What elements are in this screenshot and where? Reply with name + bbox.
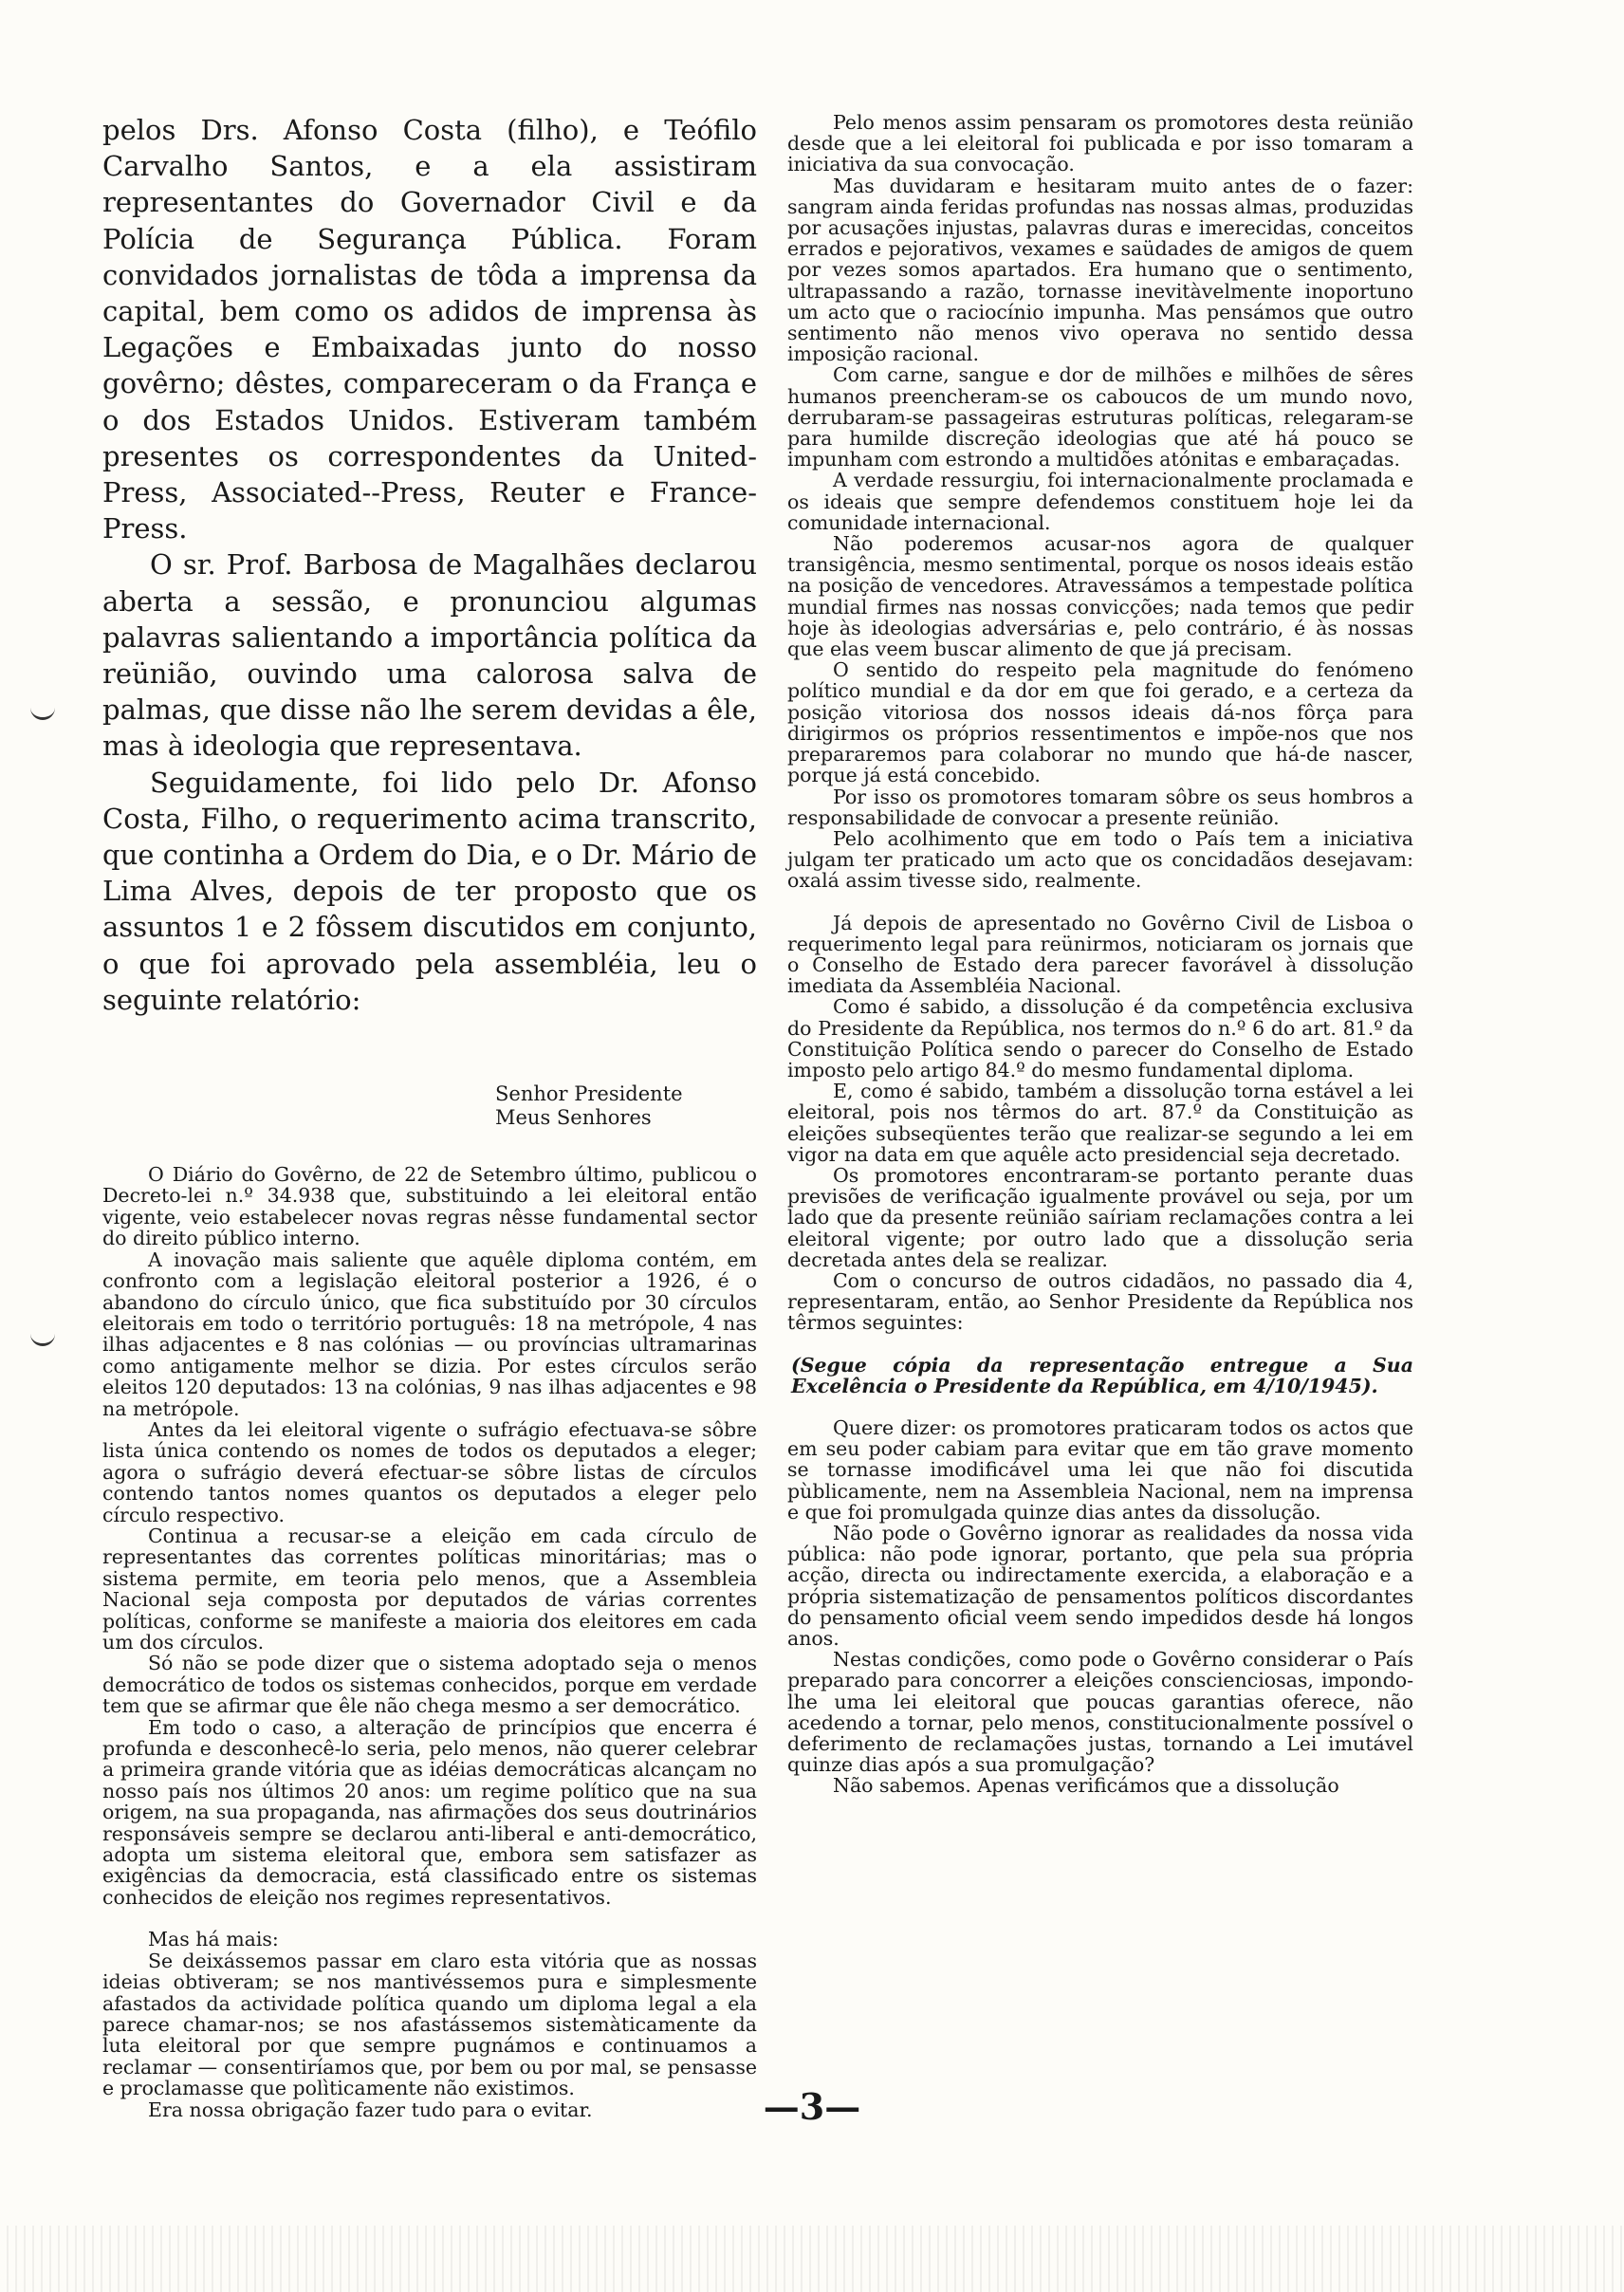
report-paragraph: Mas duvidaram e hesitaram muito antes de o fazer: sangram ainda feridas profundas nas nossas almas, produzidas por acusações injustas, palavras duras e imerecidas, conceitos errados e pejorativos, vexames e saüdades de amigos de quem por vezes somos apartados. Era humano que o sentimento, ultrapassando a razão, tornasse inevitàvelmente inoportuno um acto que o raciocínio impunha. Mas pensámos que outro sentimento não menos vivo operava no sentido dessa imposição racional. <box>787 174 1413 366</box>
report-paragraph: Com o concurso de outros cidadãos, no passado dia 4, representaram, então, ao Senhor Presidente da República nos têrmos seguintes: <box>787 1268 1413 1335</box>
report-paragraph: Pelo menos assim pensaram os promotores desta reünião desde que a lei eleitoral foi publicada e por isso tomaram a iniciativa da sua convocação. <box>787 111 1413 176</box>
representation-note: (Segue cópia da representação entregue a Sua Excelência o Presidente da República, em 4/10/1945). <box>791 1353 1413 1397</box>
report-paragraph: Em todo o caso, a alteração de princípios que encerra é profunda e desconhecê-lo seria, pelo menos, não querer celebrar a primeira grande vitória que as idéias democráticas alcançam no nosso país nos últimos 20 anos: um regime político que na sua origem, na sua propaganda, nas afirmações dos seus doutrinários responsáveis sempre se declarou anti-liberal e anti-democrático, adopta um sistema eleitoral que, embora sem satisfazer as exigências da democracia, está classificado entre os sistemas conhecidos de eleição nos regimes representativos. <box>102 1715 757 1909</box>
binding-hole-mark <box>30 1328 55 1346</box>
report-paragraph: Como é sabido, a dissolução é da competência exclusiva do Presidente da República, nos termos do n.º 6 do art. 81.º da Constituição Política sendo o parecer do Conselho de Estado imposto pelo artigo 84.º do mesmo fundamental diploma. <box>787 995 1413 1081</box>
binding-hole-mark <box>30 702 55 720</box>
report-body <box>102 1164 757 2120</box>
page-number: —3— <box>763 2085 861 2128</box>
lead-paragraph: O sr. Prof. Barbosa de Magalhães declarou aberta a sessão, e pronunciou algumas palavras salientando a importância política da reünião, ouvindo uma calorosa salva de palmas, que disse não lhe serem devidas a êle, mas à ideologia que representava. <box>102 548 757 763</box>
lead-paragraph: Seguidamente, foi lido pelo Dr. Afonso Costa, Filho, o requerimento acima transcrito, que continha a Ordem do Dia, e o Dr. Mário de Lima Alves, depois de ter proposto que os assuntos 1 e 2 fôssem discutidos em conjunto, o que foi aprovado pela assembléia, leu o seguinte relatório: <box>102 766 757 1016</box>
right-column <box>787 112 1413 1797</box>
report-paragraph: Não pode o Govêrno ignorar as realidades da nossa vida pública: não pode ignorar, portanto, que pela sua própria acção, directa ou indirectamente exercida, a elaboração e a própria sistematização de pensamentos políticos discordantes do pensamento oficial veem sendo impedidos desde há longos anos. <box>787 1522 1413 1651</box>
left-column <box>102 112 757 2120</box>
report-paragraph: Não poderemos acusar-nos agora de qualquer transigência, mesmo sentimental, porque os nosos ideais estão na posição de vencedores. Atravessámos a tempestade política mundial firmes nas nossas convicções; nada temos que pedir hoje às ideologias adversárias e, pelo contrário, é às nossas que elas veem buscar alimento de que já precisam. <box>787 532 1413 661</box>
lead-text <box>102 112 757 1018</box>
report-paragraph: A verdade ressurgiu, foi internacionalmente proclamada e os ideais que sempre defendemos constituem hoje lei da comunidade internacional. <box>787 469 1413 534</box>
report-paragraph: Continua a recusar-se a eleição em cada círculo de representantes das correntes políticas minoritárias; mas o sistema permite, em teoria pelo menos, que a Assembleia Nacional seja composta por deputados de várias correntes políticas, conforme se manifeste a maioria dos eleitores em cada um dos círculos. <box>102 1524 757 1654</box>
lead-paragraph: pelos Drs. Afonso Costa (filho), e Teófilo Carvalho Santos, e a ela assistiram representantes do Governador Civil e da Polícia de Segurança Pública. Foram convidados jornalistas de tôda a imprensa da capital, bem como os adidos de imprensa às Legações e Embaixadas junto do nosso govêrno; dêstes, compareceram o da França e o dos Estados Unidos. Estiveram também presentes os correspondentes da United-Press, Associated--Press, Reuter e France-Press. <box>102 114 757 545</box>
report-paragraph: Antes da lei eleitoral vigente o sufrágio efectuava-se sôbre lista única contendo os nomes de todos os deputados a eleger; agora o sufrágio deverá efectuar-se sôbre listas de círculos contendo tantos nomes quantos os deputados a eleger pelo círculo respectivo. <box>102 1417 757 1526</box>
report-paragraph: Se deixássemos passar em claro esta vitória que as nossas ideias obtiveram; se nos mantivéssemos pura e simplesmente afastados da actividade política quando um diploma legal a ela parece chamar-nos; se nos afastássemos sistemàticamente da luta eleitoral por que sempre pugnámos e continuamos a reclamar — consentiríamos que, por bem ou por mal, se pensasse e proclamasse que polìticamente não existimos. <box>102 1949 757 2100</box>
salutation-line: Meus Senhores <box>495 1106 652 1130</box>
report-paragraph: Nestas condições, como pode o Govêrno considerar o País preparado para concorrer a eleições conscienciosas, impondo-lhe uma lei eleitoral que poucas garantias oferece, não acedendo a tornar, pelo menos, constitucionalmente possível o deferimento de reclamações justas, tornando a Lei imutável quinze dias após a sua promulgação? <box>787 1648 1413 1777</box>
scan-edge-noise <box>0 2226 1624 2292</box>
report-paragraph: Não sabemos. Apenas verificámos que a dissolução <box>833 1774 1339 1798</box>
report-paragraph: O Diário do Govêrno, de 22 de Setembro último, publicou o Decreto-lei n.º 34.938 que, substituindo a lei eleitoral então vigente, veio estabelecer novas regras nêsse fundamental sector do direito público interno. <box>102 1163 757 1250</box>
report-paragraph: Com carne, sangue e dor de milhões e milhões de sêres humanos preencheram-se os caboucos de um mundo novo, derrubaram-se passageiras estruturas políticas, relegaram-se para humilde discreção ideologias que até há pouco se impunham com estrondo a multidões atónitas e embaraçadas. <box>787 363 1413 471</box>
report-paragraph: O sentido do respeito pela magnitude do fenómeno político mundial e da dor em que foi gerado, e a certeza da posição vitoriosa dos nossos ideais dá-nos fôrça para dirigirmos os próprios ressentimentos e impõe-nos que nos prepararemos para colaborar no mundo que há-de nascer, porque já está concebido. <box>787 658 1413 787</box>
report-paragraph: Mas há mais: <box>148 1928 279 1951</box>
report-paragraph: E, como é sabido, também a dissolução torna estável a lei eleitoral, pois nos têrmos do art. 87.º da Constituição as eleições subseqüentes terão que realizar-se segundo a lei em vigor na data em que aquêle acto presidencial seja decretado. <box>787 1080 1413 1166</box>
report-paragraph: Os promotores encontraram-se portanto perante duas previsões de verificação igualmente provável ou seja, por um lado que da presente reünião saíriam reclamações contra a lei eleitoral vigente; por outro lado que a dissolução seria decretada antes dela se realizar. <box>787 1163 1413 1271</box>
report-paragraph: A inovação mais saliente que aquêle diploma contém, em confronto com a legislação eleitoral posterior a 1926, é o abandono do círculo único, que fica substituído por 30 círculos eleitorais em todo o território português: 18 na metrópole, 4 nas ilhas adjacentes e 8 nas colónias — ou províncias ultramarinas como antigamente melhor se dizia. Por estes círculos serão eleitos 120 deputados: 13 na colónias, 9 nas ilhas adjacentes e 98 na metrópole. <box>102 1248 757 1420</box>
report-paragraph: Quere dizer: os promotores praticaram todos os actos que em seu poder cabiam para evitar que em tão grave momento se tornasse imodificável uma lei que não foi discutida pùblicamente, nem na Assembleia Nacional, nem na imprensa e que foi promulgada quinze dias antes da dissolução. <box>787 1415 1413 1524</box>
report-paragraph: Já depois de apresentado no Govêrno Civil de Lisboa o requerimento legal para reünirmos, noticiaram os jornais que o Conselho de Estado dera parecer favorável à dissolução imediata da Assembléia Nacional. <box>787 911 1413 998</box>
report-paragraph: Era nossa obrigação fazer tudo para o evitar. <box>148 2098 593 2121</box>
salutation-line: Senhor Presidente <box>495 1082 683 1106</box>
salutation <box>102 1082 757 1130</box>
report-paragraph: Por isso os promotores tomaram sôbre os seus hombros a responsabilidade de convocar a presente reünião. <box>787 785 1413 829</box>
report-paragraph: Pelo acolhimento que em todo o País tem a iniciativa julgam ter praticado um acto que os concidadãos desejavam: oxalá assim tivesse sido, realmente. <box>787 826 1413 893</box>
report-paragraph: Só não se pode dizer que o sistema adoptado seja o menos democrático de todos os sistemas conhecidos, porque em verdade tem que se afirmar que êle não chega mesmo a ser democrático. <box>102 1652 757 1718</box>
